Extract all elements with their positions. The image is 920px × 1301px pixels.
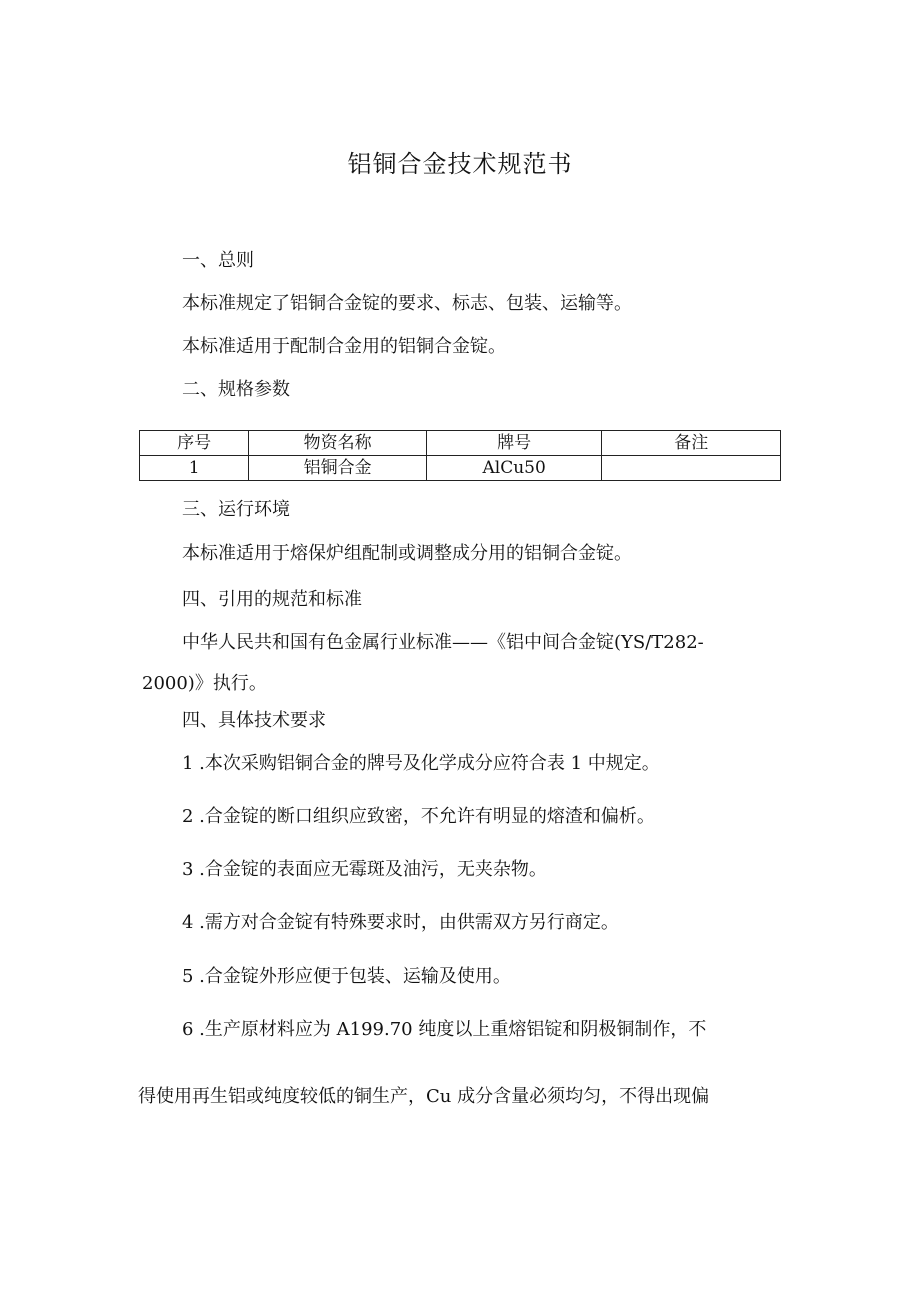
table-header-row [140,431,781,456]
table-row [140,456,781,481]
requirement-item-5: 5 .合金锭外形应便于包装、运输及使用。 [182,966,511,987]
paragraph-scope: 本标准规定了铝铜合金锭的要求、标志、包装、运输等。 [182,293,632,314]
requirement-item-6-line2: 得使用再生铝或纯度较低的铜生产，Cu 成分含量必须均匀，不得出现偏 [138,1086,710,1107]
table-header-cell: 物资名称 [249,431,427,456]
section-heading-requirements: 四、具体技术要求 [182,710,326,731]
table-header-cell: 备注 [602,431,781,456]
paragraph-standards-line2: 2000)》执行。 [142,673,267,694]
document-title: 铝铜合金技术规范书 [347,150,573,178]
table-header-cell: 序号 [140,431,249,456]
table-cell [602,456,781,481]
section-heading-general: 一、总则 [182,250,254,271]
table-cell: 1 [140,456,249,481]
requirement-item-1: 1 .本次采购铝铜合金的牌号及化学成分应符合表 1 中规定。 [182,753,660,774]
paragraph-environment: 本标准适用于熔保炉组配制或调整成分用的铝铜合金锭。 [182,543,632,564]
table-cell: 铝铜合金 [249,456,427,481]
spec-table [139,430,781,481]
section-heading-specs: 二、规格参数 [182,379,290,400]
table-cell: AlCu50 [426,456,602,481]
section-heading-environment: 三、运行环境 [182,499,290,520]
requirement-item-4: 4 .需方对合金锭有特殊要求时，由供需双方另行商定。 [182,912,619,933]
paragraph-standards-line1: 中华人民共和国有色金属行业标准——《铝中间合金锭(YS/T282- [182,632,704,653]
paragraph-applicability: 本标准适用于配制合金用的铝铜合金锭。 [182,336,506,357]
requirement-item-6-line1: 6 .生产原材料应为 A199.70 纯度以上重熔铝锭和阴极铜制作，不 [182,1019,707,1040]
requirement-item-2: 2 .合金锭的断口组织应致密，不允许有明显的熔渣和偏析。 [182,806,655,827]
section-heading-standards: 四、引用的规范和标准 [182,589,362,610]
table-header-cell: 牌号 [426,431,602,456]
requirement-item-3: 3 .合金锭的表面应无霉斑及油污，无夹杂物。 [182,859,547,880]
